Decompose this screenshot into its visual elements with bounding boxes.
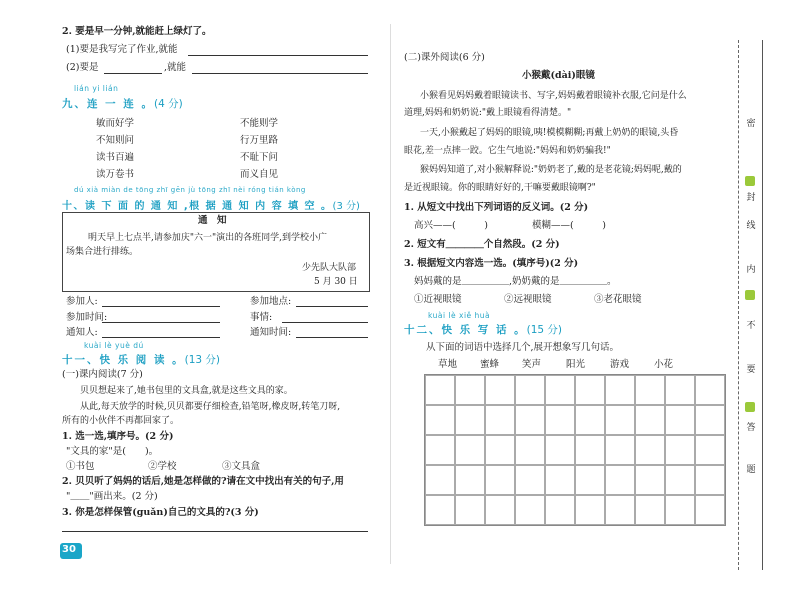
grid-cell[interactable] xyxy=(485,495,515,525)
grid-cell[interactable] xyxy=(605,465,635,495)
s12-word: 阳光 xyxy=(566,359,586,370)
grid-cell[interactable] xyxy=(695,465,725,495)
grid-cell[interactable] xyxy=(665,435,695,465)
s11-q1: 1. 选一选,填序号。(2 分) xyxy=(62,431,174,442)
q2-sentence-2b: ,就能 xyxy=(164,62,187,73)
grid-cell[interactable] xyxy=(605,495,635,525)
page-number: 30 xyxy=(62,544,76,555)
grid-cell[interactable] xyxy=(425,495,455,525)
grid-cell[interactable] xyxy=(635,495,665,525)
grid-cell[interactable] xyxy=(455,375,485,405)
grid-cell[interactable] xyxy=(605,375,635,405)
s9-right-item[interactable]: 不能则学 xyxy=(240,118,279,129)
grid-cell[interactable] xyxy=(515,405,545,435)
grid-cell[interactable] xyxy=(485,435,515,465)
seal-marker xyxy=(745,176,755,186)
grid-cell[interactable] xyxy=(605,405,635,435)
grid-cell[interactable] xyxy=(575,405,605,435)
s11-q1-option[interactable]: ②学校 xyxy=(148,461,177,472)
writing-grid[interactable] xyxy=(424,374,726,526)
q2-answer-line-1[interactable] xyxy=(188,55,368,56)
s9-title: 九、连 一 连 。(4 分) xyxy=(62,98,183,110)
s11-q1-option[interactable]: ①书包 xyxy=(66,461,95,472)
s9-right-item[interactable]: 行万里路 xyxy=(240,135,279,146)
grid-cell[interactable] xyxy=(665,375,695,405)
seal-marker xyxy=(745,402,755,412)
field-input[interactable] xyxy=(102,322,220,323)
s9-pinyin: lián yi lián xyxy=(74,84,119,93)
s10-title: 十、读 下 面 的 通 知 ,根 据 通 知 内 容 填 空 。(3 分) xyxy=(62,201,360,212)
s11-title: 十一、快 乐 阅 读 。(13 分) xyxy=(62,354,221,366)
grid-cell[interactable] xyxy=(575,465,605,495)
s11-q2b: "＿＿"画出来。(2 分) xyxy=(66,491,158,502)
field-input[interactable] xyxy=(282,322,368,323)
s11-q3: 3. 你是怎样保管(guǎn)自己的文具的?(3 分) xyxy=(62,507,259,518)
seal-char: 题 xyxy=(746,465,756,475)
s9-right-item[interactable]: 而义自见 xyxy=(240,169,279,180)
story-para-1a: 小猴看见妈妈戴着眼镜读书、写字,妈妈戴着眼镜补衣服,它问是什么 xyxy=(420,91,687,101)
page-divider xyxy=(390,24,391,564)
r-q3-option[interactable]: ②远视眼镜 xyxy=(504,294,552,305)
grid-cell[interactable] xyxy=(665,465,695,495)
s12-title: 十二、快 乐 写 话 。(15 分) xyxy=(404,324,563,336)
seal-char: 要 xyxy=(746,365,756,375)
notice-body-1: 明天早上七点半,请参加庆"六一"演出的各班同学,到学校小广 xyxy=(88,233,328,243)
grid-cell[interactable] xyxy=(575,375,605,405)
q2-sentence-2a: (2)要是 xyxy=(66,62,99,73)
grid-cell[interactable] xyxy=(575,495,605,525)
grid-cell[interactable] xyxy=(455,435,485,465)
q2-answer-line-2a[interactable] xyxy=(104,73,162,74)
s12-instruction: 从下面的词语中选择几个,展开想象写几句话。 xyxy=(426,342,620,353)
field-label: 参加时间: xyxy=(66,312,108,323)
s11-q2a: 2. 贝贝听了妈妈的话后,她是怎样做的?请在文中找出有关的句子,用 xyxy=(62,476,344,487)
grid-cell[interactable] xyxy=(515,465,545,495)
field-input[interactable] xyxy=(102,306,220,307)
s12-word: 小花 xyxy=(654,359,674,370)
seal-char: 答 xyxy=(746,423,756,433)
r-q3-option[interactable]: ①近视眼镜 xyxy=(414,294,462,305)
grid-cell[interactable] xyxy=(695,375,725,405)
grid-cell[interactable] xyxy=(485,375,515,405)
notice-signature: 少先队大队部 xyxy=(302,263,357,273)
s11-para-1: 贝贝想起来了,她书包里的文具盒,就是这些文具的家。 xyxy=(80,386,293,396)
field-label: 参加人: xyxy=(66,296,98,307)
s11-q3-answer-line[interactable] xyxy=(62,531,368,532)
grid-cell[interactable] xyxy=(545,375,575,405)
seal-line-solid xyxy=(762,40,763,570)
grid-cell[interactable] xyxy=(545,465,575,495)
q2-sentence-1: (1)要是我写完了作业,就能 xyxy=(66,44,178,55)
field-label: 通知时间: xyxy=(250,327,292,338)
s11-para-2b: 所有的小伙伴不再都回家了。 xyxy=(62,416,180,426)
seal-line-dashed xyxy=(738,40,739,570)
field-input[interactable] xyxy=(296,306,368,307)
grid-cell[interactable] xyxy=(665,495,695,525)
s11-q1-option[interactable]: ③文具盒 xyxy=(222,461,261,472)
grid-cell[interactable] xyxy=(515,375,545,405)
grid-cell[interactable] xyxy=(545,405,575,435)
s12-word: 笑声 xyxy=(522,359,542,370)
s12-word: 草地 xyxy=(438,359,458,370)
story-para-1b: 道理,妈妈和奶奶说:"戴上眼镜看得清楚。" xyxy=(404,108,572,118)
grid-cell[interactable] xyxy=(425,375,455,405)
s11-pinyin: kuài lè yuè dú xyxy=(84,341,144,350)
grid-cell[interactable] xyxy=(455,405,485,435)
grid-cell[interactable] xyxy=(515,435,545,465)
seal-marker xyxy=(745,290,755,300)
s10-pinyin: dú xià miàn de tōng zhī gēn jù tōng zhī nèi róng tián kòng xyxy=(74,186,306,194)
grid-cell[interactable] xyxy=(485,465,515,495)
r-subtitle: (二)课外阅读(6 分) xyxy=(404,52,485,63)
r-q3-stem: 妈妈戴的是＿＿＿＿＿,奶奶戴的是＿＿＿＿＿。 xyxy=(414,276,617,287)
grid-cell[interactable] xyxy=(545,495,575,525)
seal-char: 线 xyxy=(746,221,756,231)
field-label: 通知人: xyxy=(66,327,98,338)
s12-word: 蜜蜂 xyxy=(480,359,500,370)
r-q1-a[interactable]: 高兴——( ) xyxy=(414,220,488,231)
notice-title: 通 知 xyxy=(198,215,227,226)
grid-cell[interactable] xyxy=(425,435,455,465)
grid-cell[interactable] xyxy=(635,435,665,465)
s9-right-item[interactable]: 不耻下问 xyxy=(240,152,279,163)
notice-body-2: 场集合进行排练。 xyxy=(66,247,139,257)
grid-cell[interactable] xyxy=(635,375,665,405)
r-q1: 1. 从短文中找出下列词语的反义词。(2 分) xyxy=(404,202,589,213)
grid-cell[interactable] xyxy=(695,405,725,435)
grid-cell[interactable] xyxy=(485,405,515,435)
grid-cell[interactable] xyxy=(455,465,485,495)
s12-pinyin: kuài lè xiě huà xyxy=(428,311,491,320)
s9-left-item[interactable]: 不知则问 xyxy=(96,135,135,146)
notice-date: 5 月 30 日 xyxy=(314,277,358,287)
story-para-2a: 一天,小猴戴起了妈妈的眼镜,咦!模模糊糊;再戴上奶奶的眼镜,头昏 xyxy=(420,128,679,138)
grid-cell[interactable] xyxy=(575,435,605,465)
field-label: 事情: xyxy=(250,312,273,323)
s11-subtitle: (一)课内阅读(7 分) xyxy=(62,369,143,380)
s9-left-item[interactable]: 敏而好学 xyxy=(96,118,135,129)
grid-cell[interactable] xyxy=(425,465,455,495)
s11-q1-stem: "文具的家"是( )。 xyxy=(66,446,159,457)
grid-cell[interactable] xyxy=(635,405,665,435)
s12-word: 游戏 xyxy=(610,359,630,370)
story-para-3a: 猴妈妈知道了,对小猴解释说:"奶奶老了,戴的是老花镜;妈妈呢,戴的 xyxy=(420,165,682,175)
r-q3-option[interactable]: ③老花眼镜 xyxy=(594,294,642,305)
s9-left-item[interactable]: 读书百遍 xyxy=(96,152,135,163)
r-q2: 2. 短文有＿＿＿＿个自然段。(2 分) xyxy=(404,239,560,250)
r-q3: 3. 根据短文内容选一选。(填序号)(2 分) xyxy=(404,258,579,269)
grid-cell[interactable] xyxy=(695,435,725,465)
s11-para-2a: 从此,每天放学的时候,贝贝都要仔细检查,铅笔呀,橡皮呀,转笔刀呀, xyxy=(80,402,341,412)
field-label: 参加地点: xyxy=(250,296,292,307)
story-title: 小猴戴(dài)眼镜 xyxy=(522,70,595,81)
seal-char: 内 xyxy=(746,265,756,275)
field-input[interactable] xyxy=(296,337,368,338)
grid-cell[interactable] xyxy=(455,495,485,525)
grid-cell[interactable] xyxy=(605,435,635,465)
q2-answer-line-2b[interactable] xyxy=(192,73,368,74)
r-q1-b[interactable]: 模糊——( ) xyxy=(532,220,606,231)
grid-cell[interactable] xyxy=(665,405,695,435)
story-para-2b: 眼花,差一点摔一跤。它生气地说:"妈妈和奶奶骗我!" xyxy=(404,146,611,156)
grid-cell[interactable] xyxy=(695,495,725,525)
seal-char: 密 xyxy=(746,119,756,129)
grid-cell[interactable] xyxy=(545,435,575,465)
seal-char: 不 xyxy=(746,321,756,331)
q2-stem: 2. 要是早一分钟,就能赶上绿灯了。 xyxy=(62,26,212,37)
s9-left-item[interactable]: 读万卷书 xyxy=(96,169,135,180)
seal-char: 封 xyxy=(746,193,756,203)
grid-cell[interactable] xyxy=(425,405,455,435)
story-para-3b: 是近视眼镜。你的眼睛好好的,干嘛要戴眼镜啊?" xyxy=(404,183,596,193)
grid-cell[interactable] xyxy=(635,465,665,495)
grid-cell[interactable] xyxy=(515,495,545,525)
field-input[interactable] xyxy=(102,337,220,338)
